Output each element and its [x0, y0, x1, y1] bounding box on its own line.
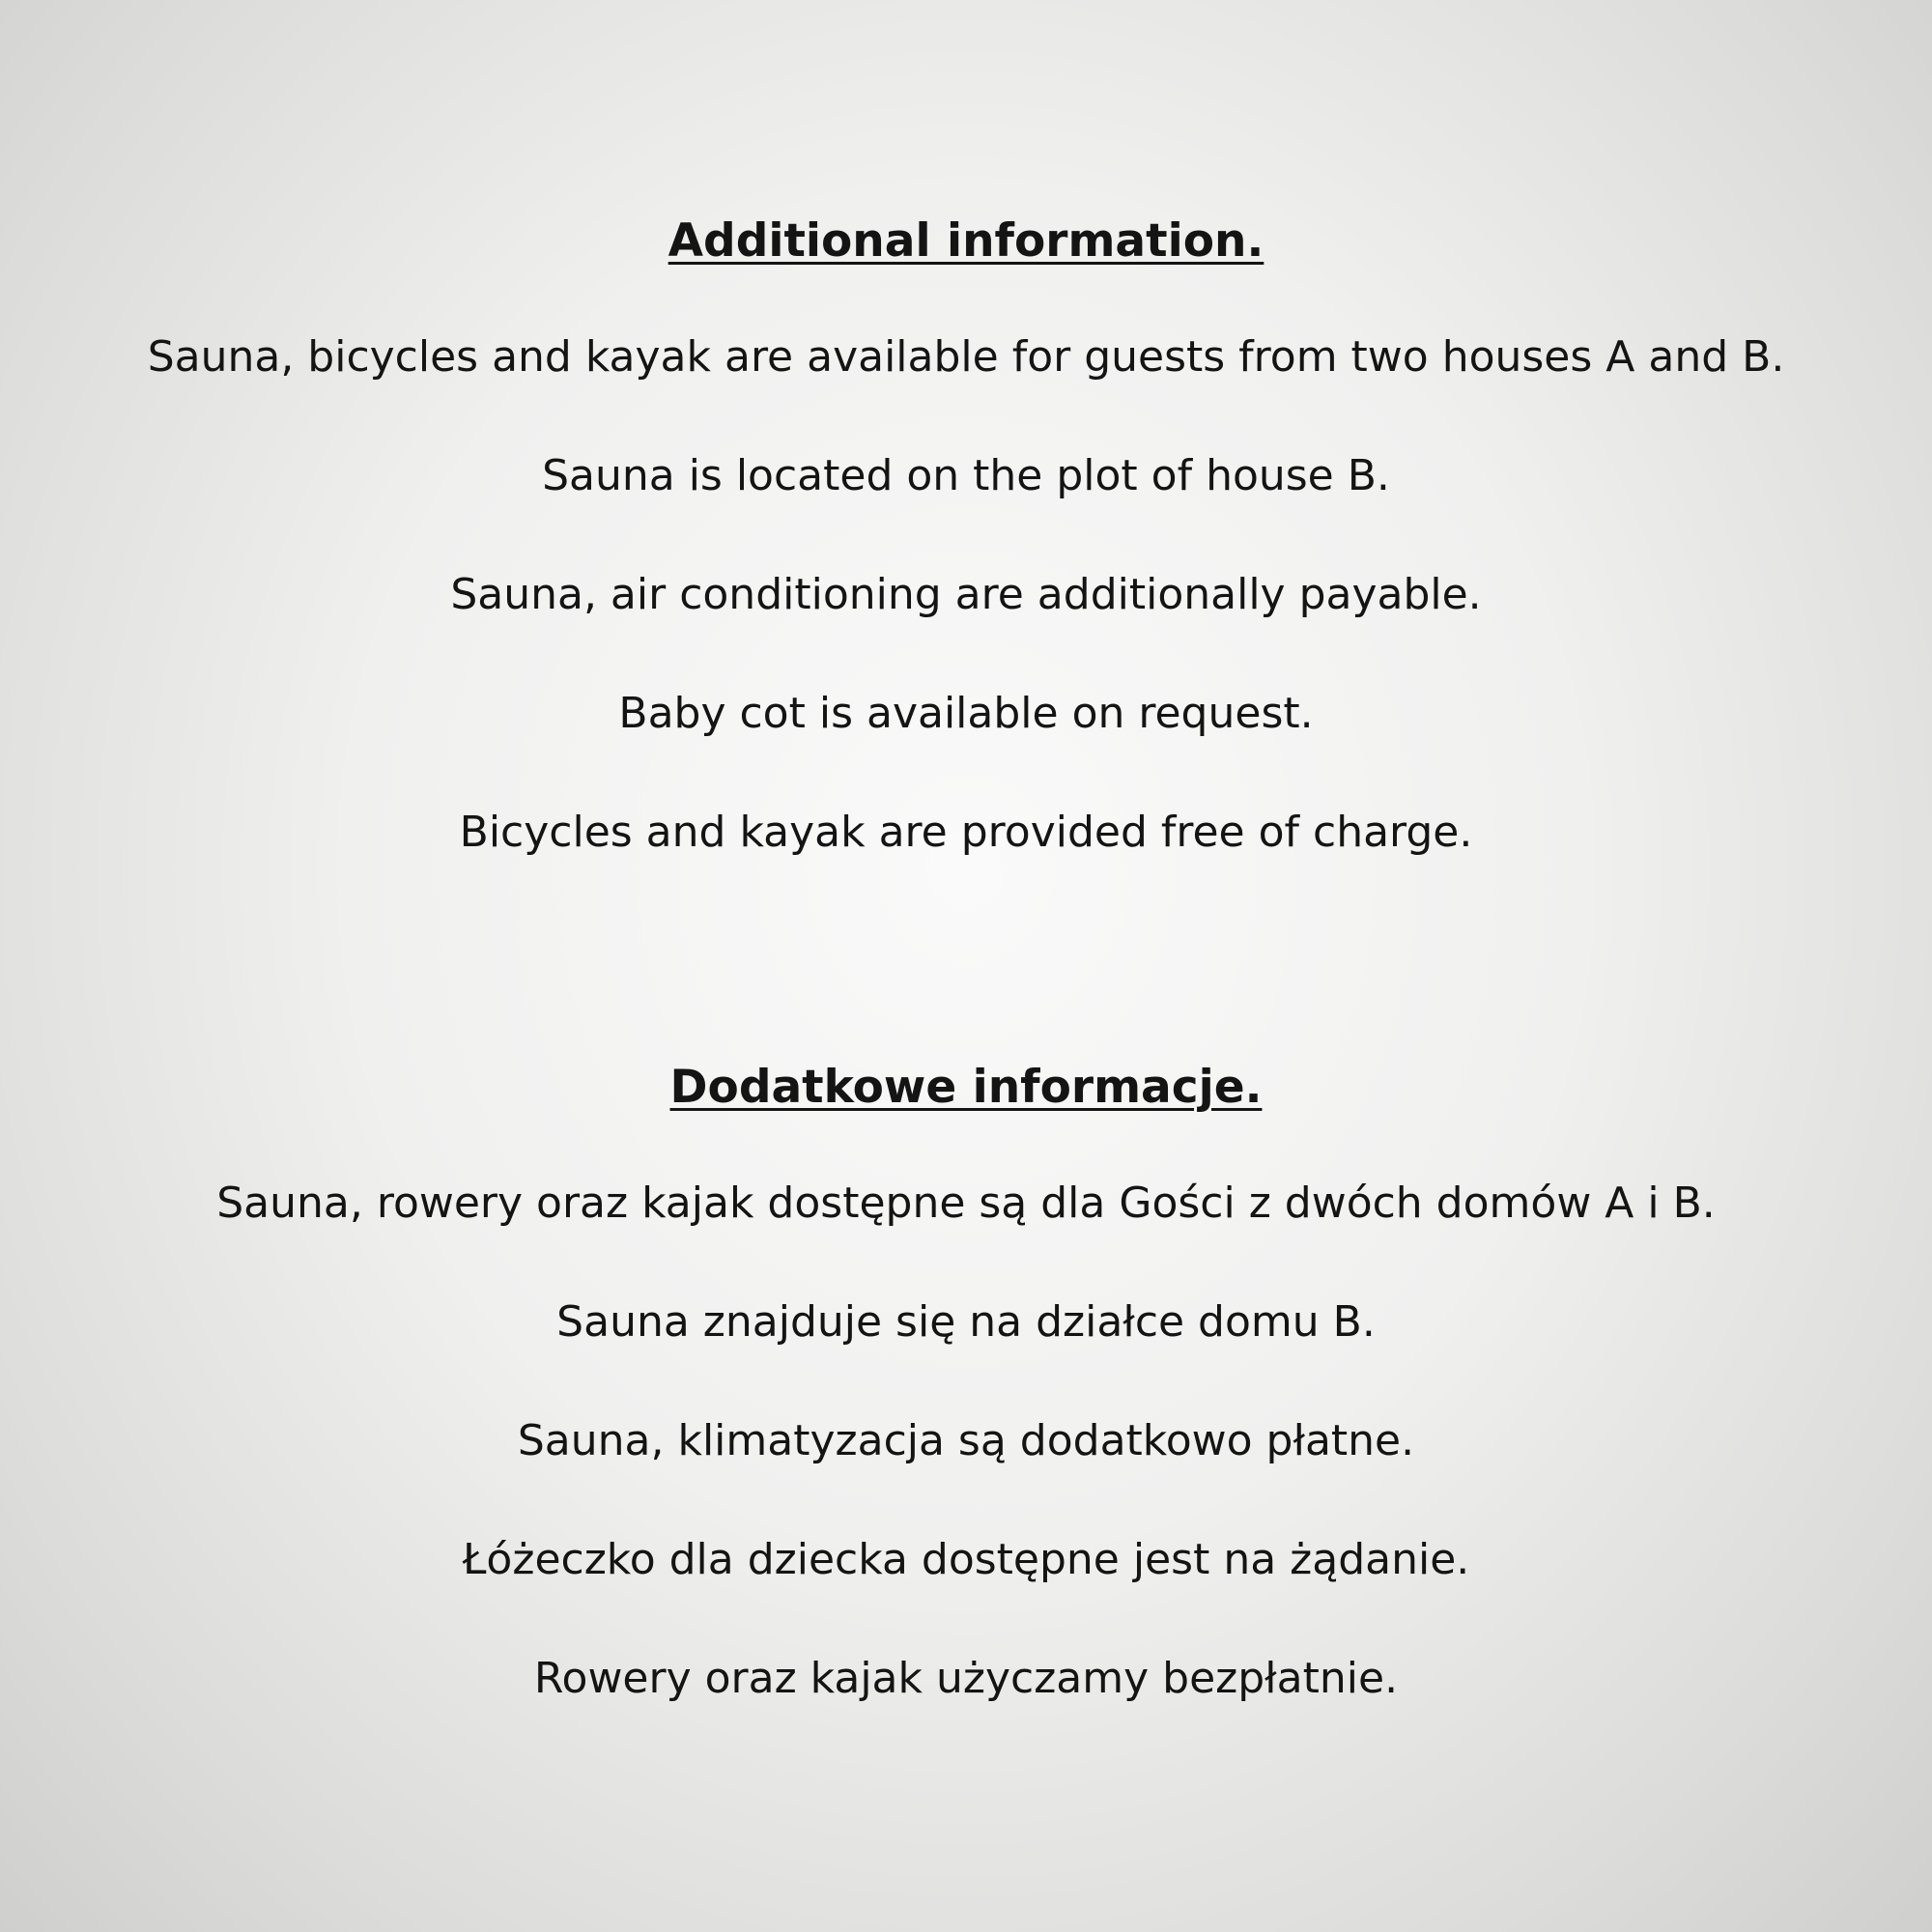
english-section — [0, 214, 1932, 860]
english-line-payable: Sauna, air conditioning are additionally payable. — [450, 570, 1482, 619]
english-line-sauna-availability: Sauna, bicycles and kayak are available for guests from two houses A and B. — [147, 332, 1785, 382]
english-line-sauna-location: Sauna is located on the plot of house B. — [542, 451, 1390, 500]
polish-line-sauna-location: Sauna znajduje się na działce domu B. — [556, 1297, 1376, 1347]
english-heading: Additional information. — [668, 214, 1264, 268]
polish-line-payable: Sauna, klimatyzacja są dodatkowo płatne. — [517, 1416, 1415, 1465]
polish-section — [0, 1061, 1932, 1706]
polish-line-sauna-availability: Sauna, rowery oraz kajak dostępne są dla Gości z dwóch domów A i B. — [216, 1179, 1716, 1228]
polish-heading: Dodatkowe informacje. — [669, 1061, 1263, 1114]
english-line-baby-cot: Baby cot is available on request. — [618, 689, 1314, 738]
polish-line-baby-cot: Łóżeczko dla dziecka dostępne jest na żądanie. — [462, 1535, 1470, 1584]
polish-line-free-of-charge: Rowery oraz kajak użyczamy bezpłatnie. — [533, 1654, 1399, 1703]
english-line-free-of-charge: Bicycles and kayak are provided free of charge. — [459, 808, 1473, 857]
